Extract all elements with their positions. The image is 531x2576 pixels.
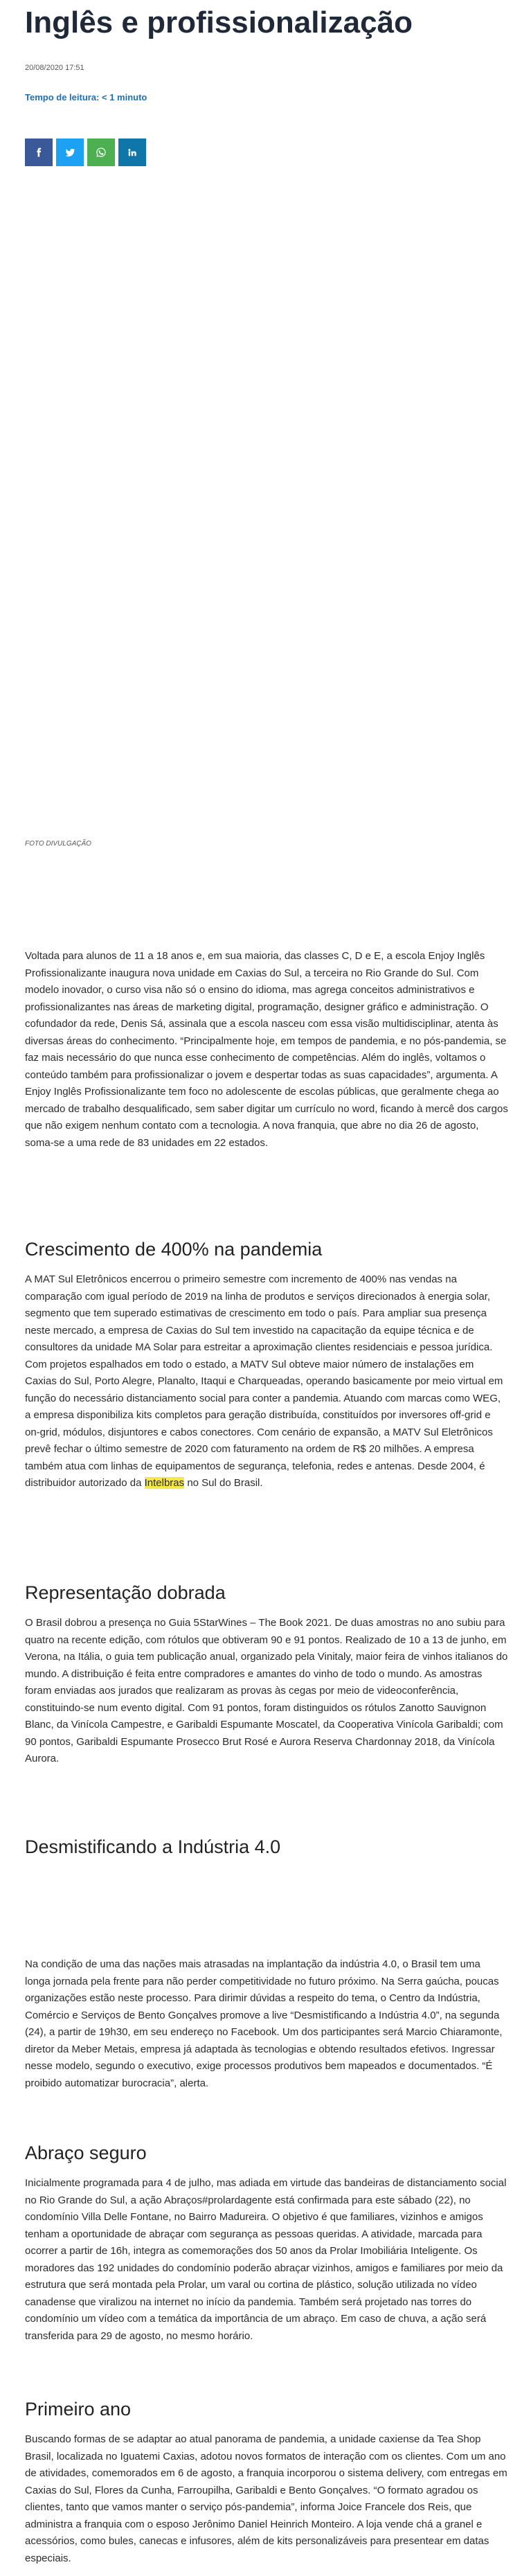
section-heading-representacao: Representação dobrada <box>25 1582 226 1603</box>
intro-paragraph: Voltada para alunos de 11 a 18 anos e, em sua maioria, das classes C, D e E, a escola Enjoy Inglês Profissionalizante inaugura nova unidade em Caxias do Sul, a terceira no Rio Grande do Sul. Com modelo inovador, o curso visa não só o ensino do idioma, mas agrega conceitos administrativos e profissionalizantes nas áreas de marketing digital, programação, designer gráfico e administração. O cofundador da rede, Denis Sá, assinala que a escola nasceu com essa visão multidisciplinar, atenta às diversas áreas do conhecimento. “Principalmente hoje, em tempos de pandemia, e no pós-pandemia, se faz mais necessário do que nunca esse conhecimento de competências. Além do inglês, voltamos o conteúdo também para profissionalizar o jovem e despertar todas as suas capacidades”, argumenta. A Enjoy Inglês Profissionalizante tem foco no adolescente de escolas públicas, que geralmente chega ao mercado de trabalho desqualificado, sem saber digitar um currículo no word, ficando à mercê dos cargos que não exigem nenhum contato com a tecnologia. A nova franquia, que abre no dia 26 de agosto, soma-se a uma rede de 83 unidades em 22 estados. <box>25 950 508 1149</box>
paragraph-industria: Na condição de uma das nações mais atrasadas na implantação da indústria 4.0, o Brasil tem uma longa jornada pela frente para não perder competitividade no futuro próximo. Na Serra gaúcha, poucas organizações estão neste processo. Para dirimir dúvidas a respeito do tema, o Centro da Indústria, Comércio e Serviços de Bento Gonçalves promove a live “Desmistificando a Indústria 4.0”, na segunda (24), a partir de 19h30, em seu endereço no Facebook. Um dos participantes será Marcio Chiaramonte, diretor da Meber Metais, empresa já adaptada às tecnologias e obtendo resultados efetivos. Ingressar nesse modelo, segundo o executivo, exige processos produtivos bem mapeados e documentados. “É proibido automatizar burocracia”, alerta. <box>25 1958 503 2089</box>
share-twitter-button[interactable] <box>56 138 84 166</box>
linkedin-icon <box>127 147 137 157</box>
paragraph-representacao: O Brasil dobrou a presença no Guia 5StarWines – The Book 2021. De duas amostras no ano subiu para quatro na recente edição, com rótulos que obtiveram 90 e 91 pontos. Realizado de 10 a 13 de junho, em Verona, na Itália, o guia tem publicação anual, organizado pela Vinitaly, maior feira de vinhos italianos do mundo. A distribuição é feita entre compradores e amantes do vinho de todo o mundo. As amostras foram enviadas aos jurados que realizaram as provas às cegas por meio de videoconferência, constituindo-se num evento digital. Com 91 pontos, foram distinguidos os rótulos Zanotto Sauvignon Blanc, da Vinícola Campestre, e Garibaldi Espumante Moscatel, da Cooperativa Vinícola Garibaldi; com 90 pontos, Garibaldi Espumante Prosecco Brut Rosé e Aurora Reserva Chardonnay 2018, da Vinícola Aurora. <box>25 1617 508 1764</box>
reading-time: Tempo de leitura: < 1 minuto <box>25 92 147 102</box>
highlighted-brand: Intelbras <box>144 1477 185 1489</box>
photo-caption: FOTO DIVULGAÇÃO <box>25 840 91 848</box>
paragraph-abraco: Inicialmente programada para 4 de julho, mas adiada em virtude das bandeiras de distanciamento social no Rio Grande do Sul, a ação Abraços#prolardagente está confirmada para este sábado (22), no condomínio Villa Delle Fontane, no Bairro Madureira. O objetivo é que familiares, vizinhos e amigos tenham a oportunidade de abraçar com segurança as pessoas queridas. A atividade, marcada para ocorrer a partir de 16h, integra as comemorações dos 50 anos da Prolar Imobiliária Inteligente. Os moradores das 192 unidades do condomínio poderão abraçar vizinhos, amigos e familiares por meio da estrutura que será montada pela Prolar, um varal ou cortina de plástico, solução utilizada no vídeo canadense que viralizou na internet no início da pandemia. Também será projetado nas torres do condomínio um vídeo com a temática da importância de um abraço. Em caso de chuva, a ação será transferida para 29 de agosto, no mesmo horário. <box>25 2177 507 2342</box>
section-heading-abraco: Abraço seguro <box>25 2143 147 2163</box>
paragraph-primeiro: Buscando formas de se adaptar ao atual panorama de pandemia, a unidade caxiense da Tea Shop Brasil, localizada no Iguatemi Caxias, adotou novos formatos de interação com os clientes. Com um ano de atividades, comemorados em 6 de agosto, a franquia incorporou o sistema delivery, com entregas em Caxias do Sul, Flores da Cunha, Farroupilha, Garibaldi e Bento Gonçalves. “O formato agradou os clientes, tanto que vamos manter o serviço pós-pandemia”, informa Joice Francele dos Reis, que administra a franquia com o esposo Jerônimo Daniel Heinrich Monteiro. A loja vende chá a granel e acessórios, como bules, canecas e infusores, além de kits personalizáveis para presentear em datas especiais. <box>25 2433 507 2564</box>
twitter-icon <box>65 147 75 158</box>
share-whatsapp-button[interactable] <box>87 138 115 166</box>
share-linkedin-button[interactable] <box>118 138 146 166</box>
whatsapp-icon <box>96 147 107 158</box>
article-photo <box>25 177 508 828</box>
publish-date: 20/08/2020 17:51 <box>25 64 84 72</box>
paragraph-crescimento <box>25 1271 508 1492</box>
share-facebook-button[interactable] <box>25 138 53 166</box>
section-heading-crescimento: Crescimento de 400% na pandemia <box>25 1239 323 1260</box>
page-title: Inglês e profissionalização <box>25 6 413 39</box>
section-heading-industria: Desmistificando a Indústria 4.0 <box>25 1836 281 1857</box>
facebook-icon <box>34 147 44 157</box>
paragraph-crescimento-after: no Sul do Brasil. <box>184 1477 263 1489</box>
share-bar <box>25 138 146 166</box>
paragraph-crescimento-before: A MAT Sul Eletrônicos encerrou o primeiro semestre com incremento de 400% nas vendas na comparação com igual período de 2019 na linha de produtos e serviços direcionados à energia solar, segmento que tem superado estimativas de crescimento em todo o país. Para ampliar sua presença neste mercado, a empresa de Caxias do Sul tem investido na capacitação da equipe técnica e de consultores da unidade MA Solar para estreitar a aproximação clientes residenciais e pessoa jurídica. Com projetos espalhados em todo o estado, a MATV Sul obteve maior número de instalações em Caxias do Sul, Porto Alegre, Planalto, Itaqui e Charqueadas, operando basicamente por meio virtual em função do necessário distanciamento social para conter a pandemia. Atuando com marcas como WEG, a empresa disponibiliza kits completos para geração distribuída, constituídos por inversores off-grid e on-grid, módulos, disjuntores e cabos conectores. Com cenário de expansão, a MATV Sul Eletrônicos prevê fechar o último semestre de 2020 com faturamento na ordem de R$ 20 milhões. A empresa também atua com linhas de equipamentos de segurança, telefonia, redes e antenas. Desde 2004, é distribuidor autorizado da <box>25 1273 503 1489</box>
section-heading-primeiro: Primeiro ano <box>25 2399 132 2420</box>
